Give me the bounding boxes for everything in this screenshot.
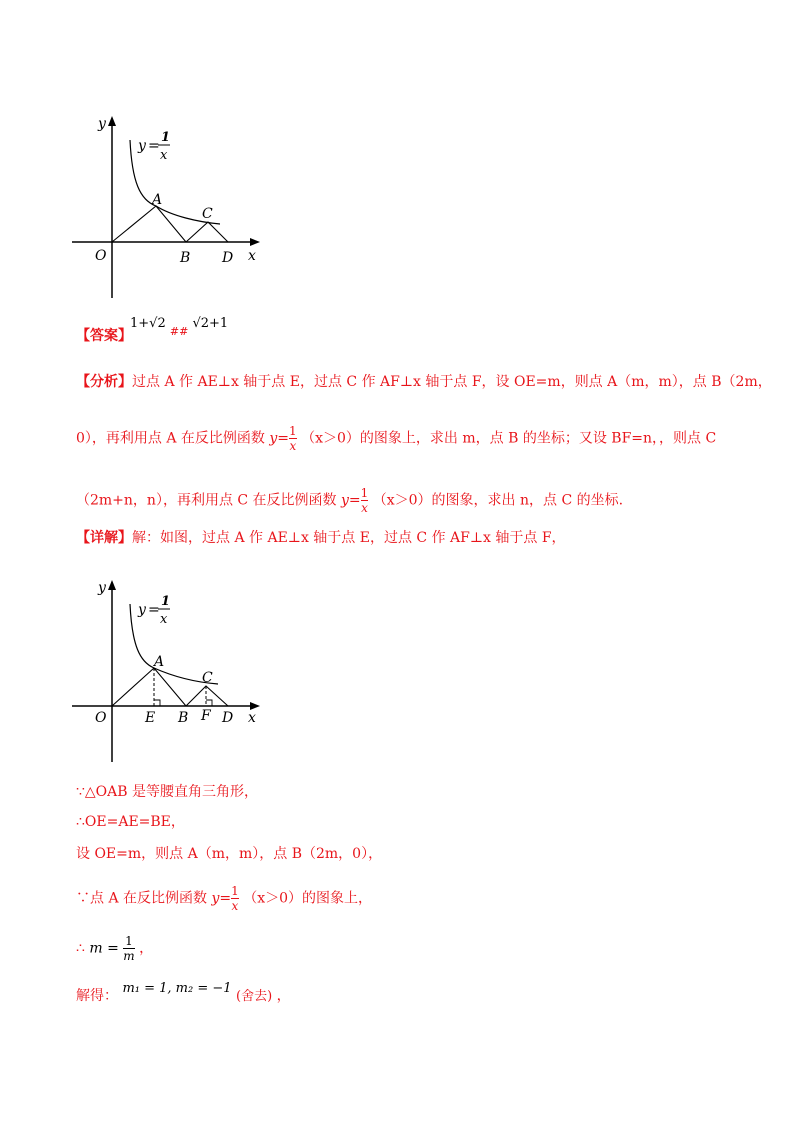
triangle-bcd: [186, 686, 228, 706]
step-6-equation: m₁ = 1, m₂ = −1: [122, 981, 232, 996]
analysis-text-2b: （x＞0）的图象上，求出 m，点 B 的坐标；又设 BF=n，，则点 C: [301, 430, 717, 447]
step-4-func: y=: [211, 890, 232, 907]
fig2-eq-y: y: [138, 602, 146, 618]
analysis-text-2a: 0），再利用点 A 在反比例函数: [76, 430, 265, 447]
step-4-text-b: （x＞0）的图象上，: [243, 890, 373, 907]
fig1-eq-y: y: [138, 138, 146, 154]
step-5-text-b: ，: [139, 940, 154, 957]
fraction-denominator: x: [231, 899, 239, 913]
fig2-point-c: C: [202, 670, 213, 686]
step-6-text-c: ，: [276, 988, 291, 1004]
step-2-text: ∴OE=AE=BE，: [76, 814, 185, 830]
answer-line: [76, 326, 132, 346]
triangle-bcd: [186, 222, 228, 242]
fraction-numerator: 1: [231, 884, 239, 898]
analysis-func-2: y=: [269, 430, 290, 447]
right-angle-e: [154, 700, 160, 706]
fraction-denominator: x: [289, 439, 297, 453]
fraction-denominator: x: [361, 501, 368, 515]
analysis-line-1: [76, 372, 772, 392]
fraction-numerator: 1: [289, 424, 297, 438]
step-4-text-a: ∵点 A 在反比例函数: [76, 890, 208, 907]
x-axis-arrow: [250, 702, 260, 710]
step-3-text: 设 OE=m，则点 A（m，m），点 B（2m，0），: [76, 846, 383, 862]
fig2-point-d: D: [222, 710, 234, 726]
fig1-eq-equals: =: [148, 138, 160, 154]
answer-value-2: √2+1: [192, 316, 229, 331]
fig2-point-o: O: [95, 710, 107, 726]
fig1-point-a: A: [152, 192, 163, 208]
fig1-eq-den: x: [160, 148, 168, 163]
fig1-point-c: C: [202, 206, 213, 222]
x-axis-arrow: [250, 238, 260, 246]
answer-label: 【答案】: [76, 328, 132, 344]
analysis-fraction-2: [289, 424, 297, 453]
fraction-numerator: 1: [360, 486, 369, 500]
fig2-point-f: F: [201, 708, 211, 724]
detail-line-1: [76, 528, 566, 548]
step-2: [76, 812, 185, 832]
analysis-fraction-3: [361, 486, 369, 515]
fig2-point-e: E: [145, 710, 156, 726]
step-1-text: ∵△OAB 是等腰直角三角形，: [76, 784, 258, 800]
fig2-point-a: A: [154, 654, 165, 670]
step-6-text-a: 解得：: [76, 988, 118, 1004]
step-6: [76, 981, 291, 1007]
fig2-axis-y-label: y: [98, 580, 106, 596]
fig2-axis-x-label: x: [248, 710, 256, 726]
fig2-point-b: B: [178, 710, 189, 726]
y-axis-arrow: [108, 116, 116, 126]
fig1-point-b: B: [180, 250, 191, 266]
step-3: [76, 844, 382, 864]
answer-separator: ##: [169, 325, 189, 338]
analysis-line-3: [76, 486, 623, 515]
detail-label: 【详解】: [76, 530, 132, 546]
y-axis-arrow: [108, 580, 116, 590]
triangle-oab: [112, 668, 186, 706]
fig1-point-o: O: [95, 248, 107, 264]
figure-2: [68, 576, 268, 766]
step-6-text-b: (舍去): [236, 989, 273, 1004]
answer-values: [130, 316, 229, 338]
fig1-axis-x-label: x: [248, 248, 256, 264]
step-5: [76, 934, 153, 963]
step-4: [76, 884, 372, 913]
analysis-line-2: [76, 424, 716, 453]
fig2-eq-num: 1: [161, 594, 171, 609]
step-5-equation: m =: [89, 940, 119, 957]
figure-1: [68, 112, 268, 302]
fig1-eq-num: 1: [161, 130, 171, 145]
fraction-numerator: 1: [125, 934, 133, 948]
right-angle-f: [206, 700, 212, 706]
analysis-func-3: y=: [341, 492, 361, 509]
detail-text-1: 解：如图，过点 A 作 AE⊥x 轴于点 E，过点 C 作 AF⊥x 轴于点 F，: [132, 530, 566, 546]
fig1-point-d: D: [222, 250, 234, 266]
step-4-fraction: [231, 884, 239, 913]
analysis-text-3b: （x＞0）的图象，求出 n，点 C 的坐标.: [372, 492, 624, 509]
answer-value-1: 1+√2: [130, 316, 166, 331]
step-1: [76, 782, 258, 802]
analysis-text-3a: （2m+n，n），再利用点 C 在反比例函数: [76, 492, 337, 509]
step-5-fraction: [123, 934, 134, 963]
fig2-eq-equals: =: [148, 602, 160, 618]
fig2-eq-den: x: [160, 612, 168, 627]
fraction-denominator: m: [123, 949, 135, 963]
fig1-axis-y-label: y: [98, 116, 106, 132]
analysis-label: 【分析】: [76, 374, 132, 390]
triangle-oab: [112, 206, 186, 242]
step-5-text-a: ∴: [76, 940, 85, 957]
analysis-text-1: 过点 A 作 AE⊥x 轴于点 E，过点 C 作 AF⊥x 轴于点 F，设 OE=m，则点 A（m，m），点 B（2m，: [132, 374, 772, 390]
